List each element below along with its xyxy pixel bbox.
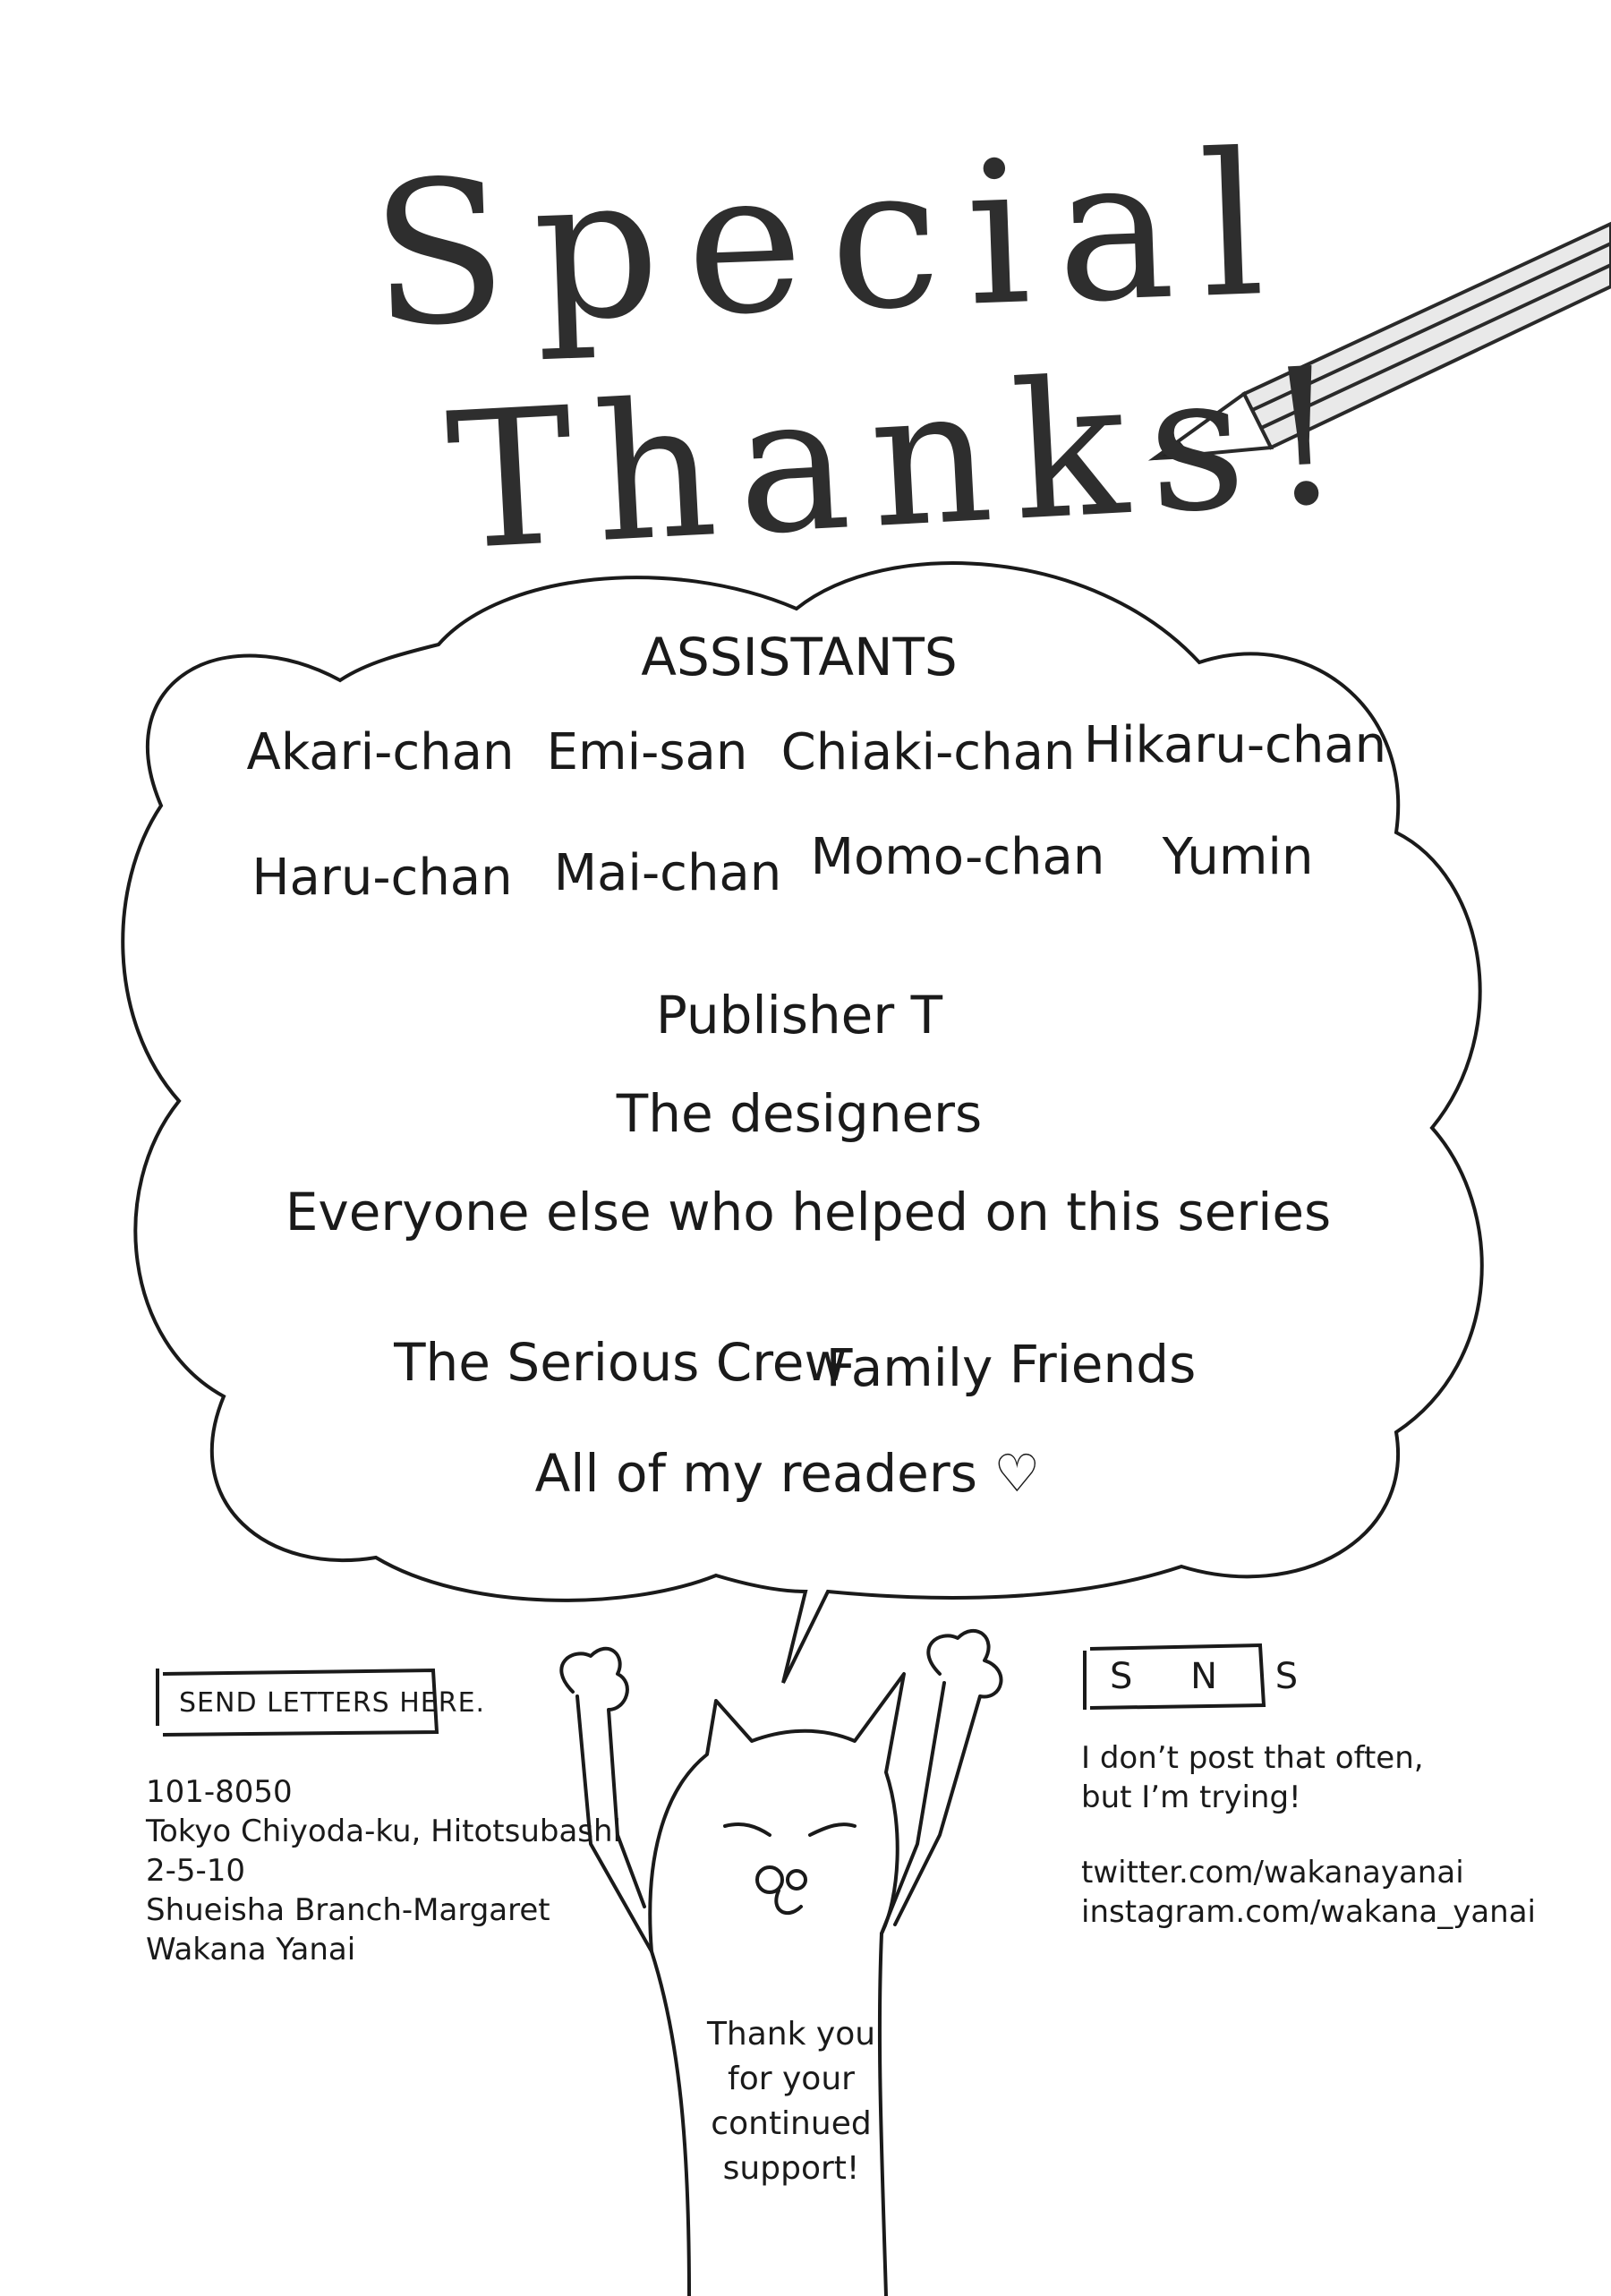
twitter-link[interactable]: twitter.com/wakanayanai xyxy=(1081,1855,1464,1891)
assistant-name: Hikaru-chan xyxy=(1083,716,1387,774)
address-line: Shueisha Branch-Margaret xyxy=(146,1892,550,1928)
address-line: Wakana Yanai xyxy=(146,1932,356,1967)
address-line: 101-8050 xyxy=(146,1774,293,1810)
cat-message-line: Thank you xyxy=(706,2016,876,2053)
cat-message-line: continued xyxy=(711,2105,872,2142)
sns-note-line: but I’m trying! xyxy=(1081,1780,1301,1815)
title-line-1: Special xyxy=(367,109,1294,371)
credit-group: The Serious Crew xyxy=(394,1332,847,1393)
credit-publisher: Publisher T xyxy=(655,985,943,1046)
assistant-name: Akari-chan xyxy=(246,723,515,781)
cat-message-line: for your xyxy=(728,2061,855,2097)
address-line: 2-5-10 xyxy=(146,1853,246,1889)
assistant-name: Momo-chan xyxy=(810,828,1105,886)
credit-designers: The designers xyxy=(616,1083,983,1144)
assistant-name: Emi-san xyxy=(546,723,748,781)
cat-figure xyxy=(561,1631,1001,2296)
credit-everyone: Everyone else who helped on this series xyxy=(285,1182,1332,1242)
address-line: Tokyo Chiyoda-ku, Hitotsubashi xyxy=(146,1814,622,1849)
cat-message-line: support! xyxy=(722,2150,860,2187)
credit-group: Friends xyxy=(1009,1334,1197,1395)
credit-readers: All of my readers ♡ xyxy=(534,1443,1041,1504)
sns-label: S N S xyxy=(1110,1656,1322,1697)
assistant-name: Yumin xyxy=(1162,828,1314,886)
sns-note-line: I don’t post that often, xyxy=(1081,1740,1424,1776)
assistants-heading: ASSISTANTS xyxy=(641,627,958,687)
assistant-name: Haru-chan xyxy=(251,849,513,907)
credit-group: Family xyxy=(825,1337,993,1398)
instagram-link[interactable]: instagram.com/wakana_yanai xyxy=(1081,1894,1537,1930)
assistant-name: Chiaki-chan xyxy=(780,723,1076,781)
title-line-2: Thanks! xyxy=(442,325,1368,593)
letters-label: SEND LETTERS HERE. xyxy=(179,1687,486,1719)
assistant-name: Mai-chan xyxy=(553,844,782,902)
